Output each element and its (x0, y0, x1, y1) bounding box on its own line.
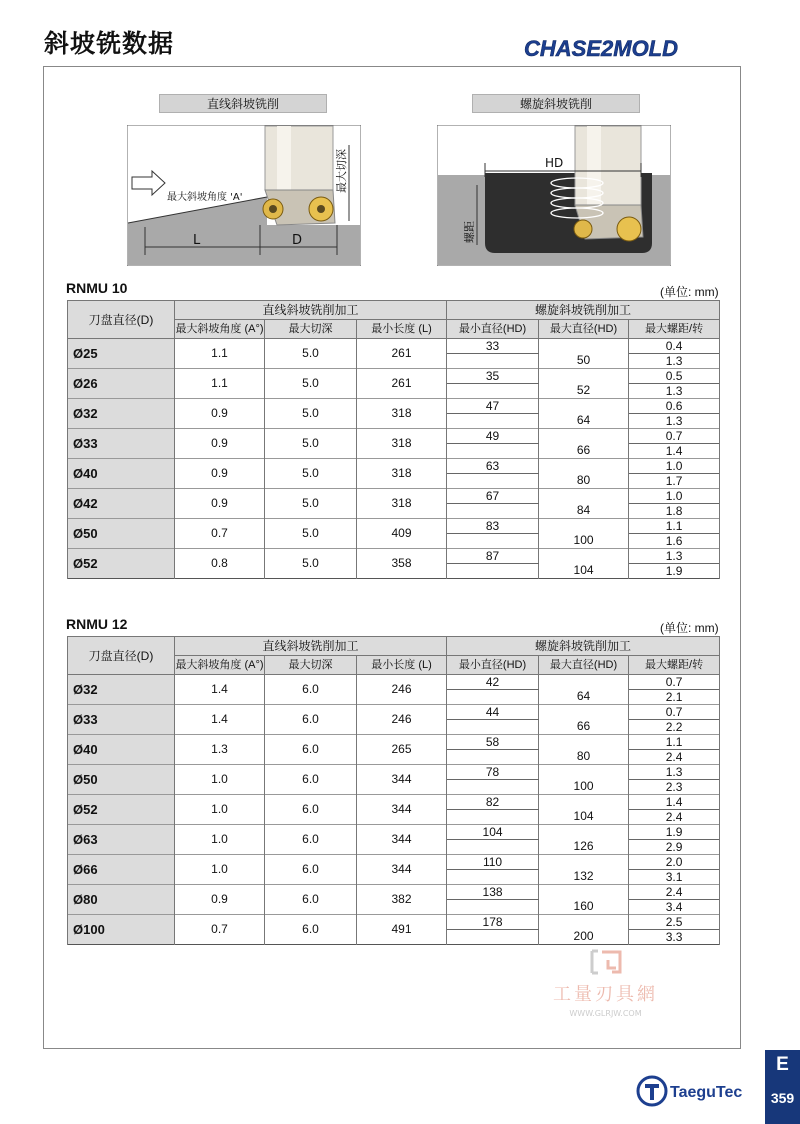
diameter-cell: Ø25 (68, 339, 175, 369)
max-hd-cell: 84 (539, 504, 629, 519)
pitch-min-cell: 1.0 (629, 489, 720, 504)
min-hd-cell: 87 (447, 549, 539, 564)
table-row (68, 339, 720, 354)
diameter-cell: Ø40 (68, 735, 175, 765)
helical-ramp-figure (437, 125, 671, 266)
spec-table-rnmu12 (67, 636, 720, 945)
table-row (68, 825, 720, 840)
table-row (68, 855, 720, 870)
max-hd-cell: 104 (539, 564, 629, 579)
min-length-cell: 344 (357, 765, 447, 795)
diameter-label: D (292, 233, 303, 248)
min-hd-cell-blank (447, 780, 539, 795)
table-row (68, 549, 720, 564)
max-hd-cell: 66 (539, 720, 629, 735)
max-hd-cell: 80 (539, 750, 629, 765)
min-hd-cell: 82 (447, 795, 539, 810)
min-hd-cell-blank (447, 564, 539, 579)
diameter-cell: Ø80 (68, 885, 175, 915)
min-hd-cell-blank (447, 720, 539, 735)
min-hd-cell-blank (447, 534, 539, 549)
min-hd-cell: 78 (447, 765, 539, 780)
diameter-cell: Ø32 (68, 675, 175, 705)
max-hd-cell: 52 (539, 384, 629, 399)
pitch-max-cell: 1.9 (629, 564, 720, 579)
max-hd-cell: 200 (539, 930, 629, 945)
min-hd-cell-blank (447, 930, 539, 945)
header-max-angle: 最大斜坡角度 (A°) (175, 320, 265, 339)
table-row (68, 735, 720, 750)
taegutec-logo-text: TaeguTec (670, 1084, 743, 1101)
header-min-length: 最小长度 (L) (357, 320, 447, 339)
section-tab (765, 1050, 800, 1124)
diameter-cell: Ø33 (68, 429, 175, 459)
header-max-hd: 最大直径(HD) (539, 320, 629, 339)
max-hd-cell-blank (539, 735, 629, 750)
max-angle-cell: 1.3 (175, 735, 265, 765)
header-max-angle: 最大斜坡角度 (A°) (175, 656, 265, 675)
max-angle-cell: 0.9 (175, 429, 265, 459)
min-hd-cell: 138 (447, 885, 539, 900)
max-depth-cell: 5.0 (265, 369, 357, 399)
min-length-cell: 318 (357, 399, 447, 429)
max-angle-cell: 1.4 (175, 705, 265, 735)
max-hd-cell-blank (539, 885, 629, 900)
min-hd-cell: 83 (447, 519, 539, 534)
min-length-cell: 344 (357, 795, 447, 825)
max-angle-cell: 1.0 (175, 795, 265, 825)
max-angle-label: 最大斜坡角度 'A' (167, 192, 243, 203)
table-row (68, 459, 720, 474)
min-hd-cell-blank (447, 840, 539, 855)
pitch-min-cell: 0.7 (629, 675, 720, 690)
diameter-cell: Ø50 (68, 519, 175, 549)
diameter-cell: Ø32 (68, 399, 175, 429)
max-depth-cell: 5.0 (265, 429, 357, 459)
min-hd-cell: 178 (447, 915, 539, 930)
diameter-cell: Ø63 (68, 825, 175, 855)
min-length-cell: 265 (357, 735, 447, 765)
max-angle-cell: 1.0 (175, 855, 265, 885)
pitch-min-cell: 0.5 (629, 369, 720, 384)
pitch-max-cell: 2.1 (629, 690, 720, 705)
pitch-max-cell: 1.8 (629, 504, 720, 519)
min-hd-cell-blank (447, 504, 539, 519)
header-max-hd: 最大直径(HD) (539, 656, 629, 675)
pitch-max-cell: 1.3 (629, 384, 720, 399)
min-hd-cell-blank (447, 900, 539, 915)
brand-logo-text: CHASE2MOLD (524, 36, 679, 61)
watermark-text: 工量刃具網 (553, 984, 658, 1005)
section-letter: E (776, 1054, 789, 1075)
pitch-min-cell: 1.1 (629, 735, 720, 750)
min-length-cell: 382 (357, 885, 447, 915)
diameter-cell: Ø26 (68, 369, 175, 399)
min-length-cell: 358 (357, 549, 447, 579)
taegutec-logo (636, 1074, 764, 1110)
table-body-rnmu10 (68, 339, 720, 579)
hd-label: HD (545, 156, 564, 170)
max-hd-cell: 160 (539, 900, 629, 915)
length-label: L (193, 233, 201, 248)
table-row (68, 765, 720, 780)
max-hd-cell-blank (539, 519, 629, 534)
linear-ramp-caption: 直线斜坡铣削 (159, 94, 327, 113)
max-hd-cell: 100 (539, 780, 629, 795)
max-angle-cell: 0.7 (175, 519, 265, 549)
pitch-min-cell: 2.4 (629, 885, 720, 900)
diameter-cell: Ø33 (68, 705, 175, 735)
min-hd-cell-blank (447, 870, 539, 885)
min-length-cell: 409 (357, 519, 447, 549)
page-title: 斜坡铣数据 (44, 29, 175, 58)
pitch-min-cell: 1.3 (629, 765, 720, 780)
max-hd-cell: 132 (539, 870, 629, 885)
watermark-url: WWW.GLRJW.COM (569, 1009, 642, 1018)
max-hd-cell-blank (539, 825, 629, 840)
header-max-depth: 最大切深 (265, 656, 357, 675)
max-hd-cell-blank (539, 915, 629, 930)
max-angle-cell: 0.8 (175, 549, 265, 579)
max-angle-cell: 1.0 (175, 765, 265, 795)
max-angle-cell: 0.7 (175, 915, 265, 945)
brand-logo (520, 30, 750, 64)
max-depth-cell: 5.0 (265, 519, 357, 549)
min-hd-cell: 110 (447, 855, 539, 870)
max-depth-cell: 6.0 (265, 855, 357, 885)
min-hd-cell: 58 (447, 735, 539, 750)
table-row (68, 369, 720, 384)
table-title-rnmu12: RNMU 12 (66, 616, 128, 632)
max-hd-cell-blank (539, 399, 629, 414)
pitch-max-cell: 1.4 (629, 444, 720, 459)
min-length-cell: 318 (357, 489, 447, 519)
spec-table-rnmu10 (67, 300, 720, 579)
max-depth-cell: 5.0 (265, 459, 357, 489)
min-hd-cell-blank (447, 354, 539, 369)
min-hd-cell: 47 (447, 399, 539, 414)
min-length-cell: 246 (357, 705, 447, 735)
max-depth-cell: 5.0 (265, 489, 357, 519)
max-angle-cell: 1.0 (175, 825, 265, 855)
max-hd-cell: 64 (539, 690, 629, 705)
diameter-cell: Ø66 (68, 855, 175, 885)
table-body-rnmu12 (68, 675, 720, 945)
max-hd-cell: 50 (539, 354, 629, 369)
linear-ramp-figure (127, 125, 361, 266)
min-hd-cell: 104 (447, 825, 539, 840)
pitch-max-cell: 1.7 (629, 474, 720, 489)
table-title-rnmu10: RNMU 10 (66, 280, 128, 296)
diameter-cell: Ø40 (68, 459, 175, 489)
min-hd-cell-blank (447, 474, 539, 489)
max-hd-cell: 126 (539, 840, 629, 855)
max-hd-cell-blank (539, 765, 629, 780)
diameter-cell: Ø52 (68, 795, 175, 825)
max-hd-cell-blank (539, 795, 629, 810)
pitch-max-cell: 2.4 (629, 750, 720, 765)
min-length-cell: 491 (357, 915, 447, 945)
header-linear-group: 直线斜坡铣削加工 (175, 637, 447, 656)
min-length-cell: 344 (357, 825, 447, 855)
max-depth-cell: 5.0 (265, 339, 357, 369)
max-depth-cell: 6.0 (265, 765, 357, 795)
min-hd-cell-blank (447, 750, 539, 765)
max-hd-cell-blank (539, 705, 629, 720)
pitch-max-cell: 2.9 (629, 840, 720, 855)
header-min-hd: 最小直径(HD) (447, 320, 539, 339)
table-unit-rnmu12: (单位: mm) (660, 621, 719, 635)
pitch-min-cell: 0.7 (629, 429, 720, 444)
max-angle-cell: 0.9 (175, 885, 265, 915)
pitch-min-cell: 1.3 (629, 549, 720, 564)
max-hd-cell-blank (539, 429, 629, 444)
pitch-max-cell: 1.3 (629, 414, 720, 429)
min-hd-cell: 42 (447, 675, 539, 690)
max-angle-cell: 0.9 (175, 399, 265, 429)
pitch-max-cell: 3.4 (629, 900, 720, 915)
table-row (68, 429, 720, 444)
table-row (68, 885, 720, 900)
pitch-min-cell: 1.0 (629, 459, 720, 474)
diameter-cell: Ø50 (68, 765, 175, 795)
pitch-max-cell: 2.3 (629, 780, 720, 795)
table-row (68, 399, 720, 414)
min-length-cell: 344 (357, 855, 447, 885)
max-depth-cell: 6.0 (265, 795, 357, 825)
max-hd-cell: 104 (539, 810, 629, 825)
max-angle-cell: 1.4 (175, 675, 265, 705)
table-row (68, 795, 720, 810)
max-depth-cell: 6.0 (265, 885, 357, 915)
header-helical-group: 螺旋斜坡铣削加工 (447, 301, 720, 320)
min-hd-cell: 35 (447, 369, 539, 384)
pitch-min-cell: 0.7 (629, 705, 720, 720)
min-hd-cell-blank (447, 414, 539, 429)
header-max-pitch: 最大螺距/转 (629, 656, 720, 675)
watermark (538, 948, 673, 1018)
pitch-max-cell: 1.6 (629, 534, 720, 549)
header-max-depth: 最大切深 (265, 320, 357, 339)
pitch-min-cell: 1.9 (629, 825, 720, 840)
max-angle-cell: 0.9 (175, 489, 265, 519)
min-hd-cell: 44 (447, 705, 539, 720)
max-depth-cell: 6.0 (265, 735, 357, 765)
min-length-cell: 246 (357, 675, 447, 705)
helical-ramp-caption: 螺旋斜坡铣削 (472, 94, 640, 113)
min-hd-cell: 67 (447, 489, 539, 504)
max-hd-cell: 100 (539, 534, 629, 549)
max-hd-cell-blank (539, 549, 629, 564)
max-hd-cell-blank (539, 369, 629, 384)
max-depth-cell: 5.0 (265, 549, 357, 579)
pitch-max-cell: 3.3 (629, 930, 720, 945)
min-length-cell: 261 (357, 339, 447, 369)
table-row (68, 519, 720, 534)
max-hd-cell: 64 (539, 414, 629, 429)
pitch-label: 螺距 (463, 221, 476, 243)
header-helical-group: 螺旋斜坡铣削加工 (447, 637, 720, 656)
diameter-cell: Ø42 (68, 489, 175, 519)
table-row (68, 675, 720, 690)
diameter-cell: Ø100 (68, 915, 175, 945)
max-hd-cell-blank (539, 459, 629, 474)
max-hd-cell-blank (539, 675, 629, 690)
min-length-cell: 261 (357, 369, 447, 399)
max-hd-cell: 66 (539, 444, 629, 459)
table-unit-rnmu10: (单位: mm) (660, 285, 719, 299)
header-min-length: 最小长度 (L) (357, 656, 447, 675)
table-row (68, 915, 720, 930)
max-depth-cell: 5.0 (265, 399, 357, 429)
header-diameter: 刀盘直径(D) (68, 301, 175, 339)
pitch-max-cell: 2.2 (629, 720, 720, 735)
pitch-min-cell: 0.4 (629, 339, 720, 354)
min-hd-cell: 33 (447, 339, 539, 354)
max-angle-cell: 1.1 (175, 369, 265, 399)
max-depth-cell: 6.0 (265, 705, 357, 735)
max-hd-cell-blank (539, 489, 629, 504)
header-linear-group: 直线斜坡铣削加工 (175, 301, 447, 320)
table-row (68, 489, 720, 504)
max-depth-cell: 6.0 (265, 825, 357, 855)
watermark-logo-icon (586, 948, 626, 976)
min-length-cell: 318 (357, 459, 447, 489)
pitch-max-cell: 3.1 (629, 870, 720, 885)
pitch-min-cell: 2.5 (629, 915, 720, 930)
min-hd-cell: 49 (447, 429, 539, 444)
min-hd-cell: 63 (447, 459, 539, 474)
header-min-hd: 最小直径(HD) (447, 656, 539, 675)
max-hd-cell-blank (539, 339, 629, 354)
max-angle-cell: 1.1 (175, 339, 265, 369)
min-hd-cell-blank (447, 444, 539, 459)
pitch-min-cell: 1.4 (629, 795, 720, 810)
max-depth-cell: 6.0 (265, 915, 357, 945)
min-hd-cell-blank (447, 690, 539, 705)
pitch-min-cell: 2.0 (629, 855, 720, 870)
min-hd-cell-blank (447, 384, 539, 399)
max-depth-label: 最大切深 (335, 149, 348, 193)
header-max-pitch: 最大螺距/转 (629, 320, 720, 339)
pitch-min-cell: 0.6 (629, 399, 720, 414)
table-row (68, 705, 720, 720)
page-number: 359 (770, 1090, 795, 1106)
pitch-min-cell: 1.1 (629, 519, 720, 534)
min-hd-cell-blank (447, 810, 539, 825)
max-angle-cell: 0.9 (175, 459, 265, 489)
min-length-cell: 318 (357, 429, 447, 459)
diameter-cell: Ø52 (68, 549, 175, 579)
header-diameter: 刀盘直径(D) (68, 637, 175, 675)
pitch-max-cell: 1.3 (629, 354, 720, 369)
max-hd-cell: 80 (539, 474, 629, 489)
max-depth-cell: 6.0 (265, 675, 357, 705)
pitch-max-cell: 2.4 (629, 810, 720, 825)
max-hd-cell-blank (539, 855, 629, 870)
